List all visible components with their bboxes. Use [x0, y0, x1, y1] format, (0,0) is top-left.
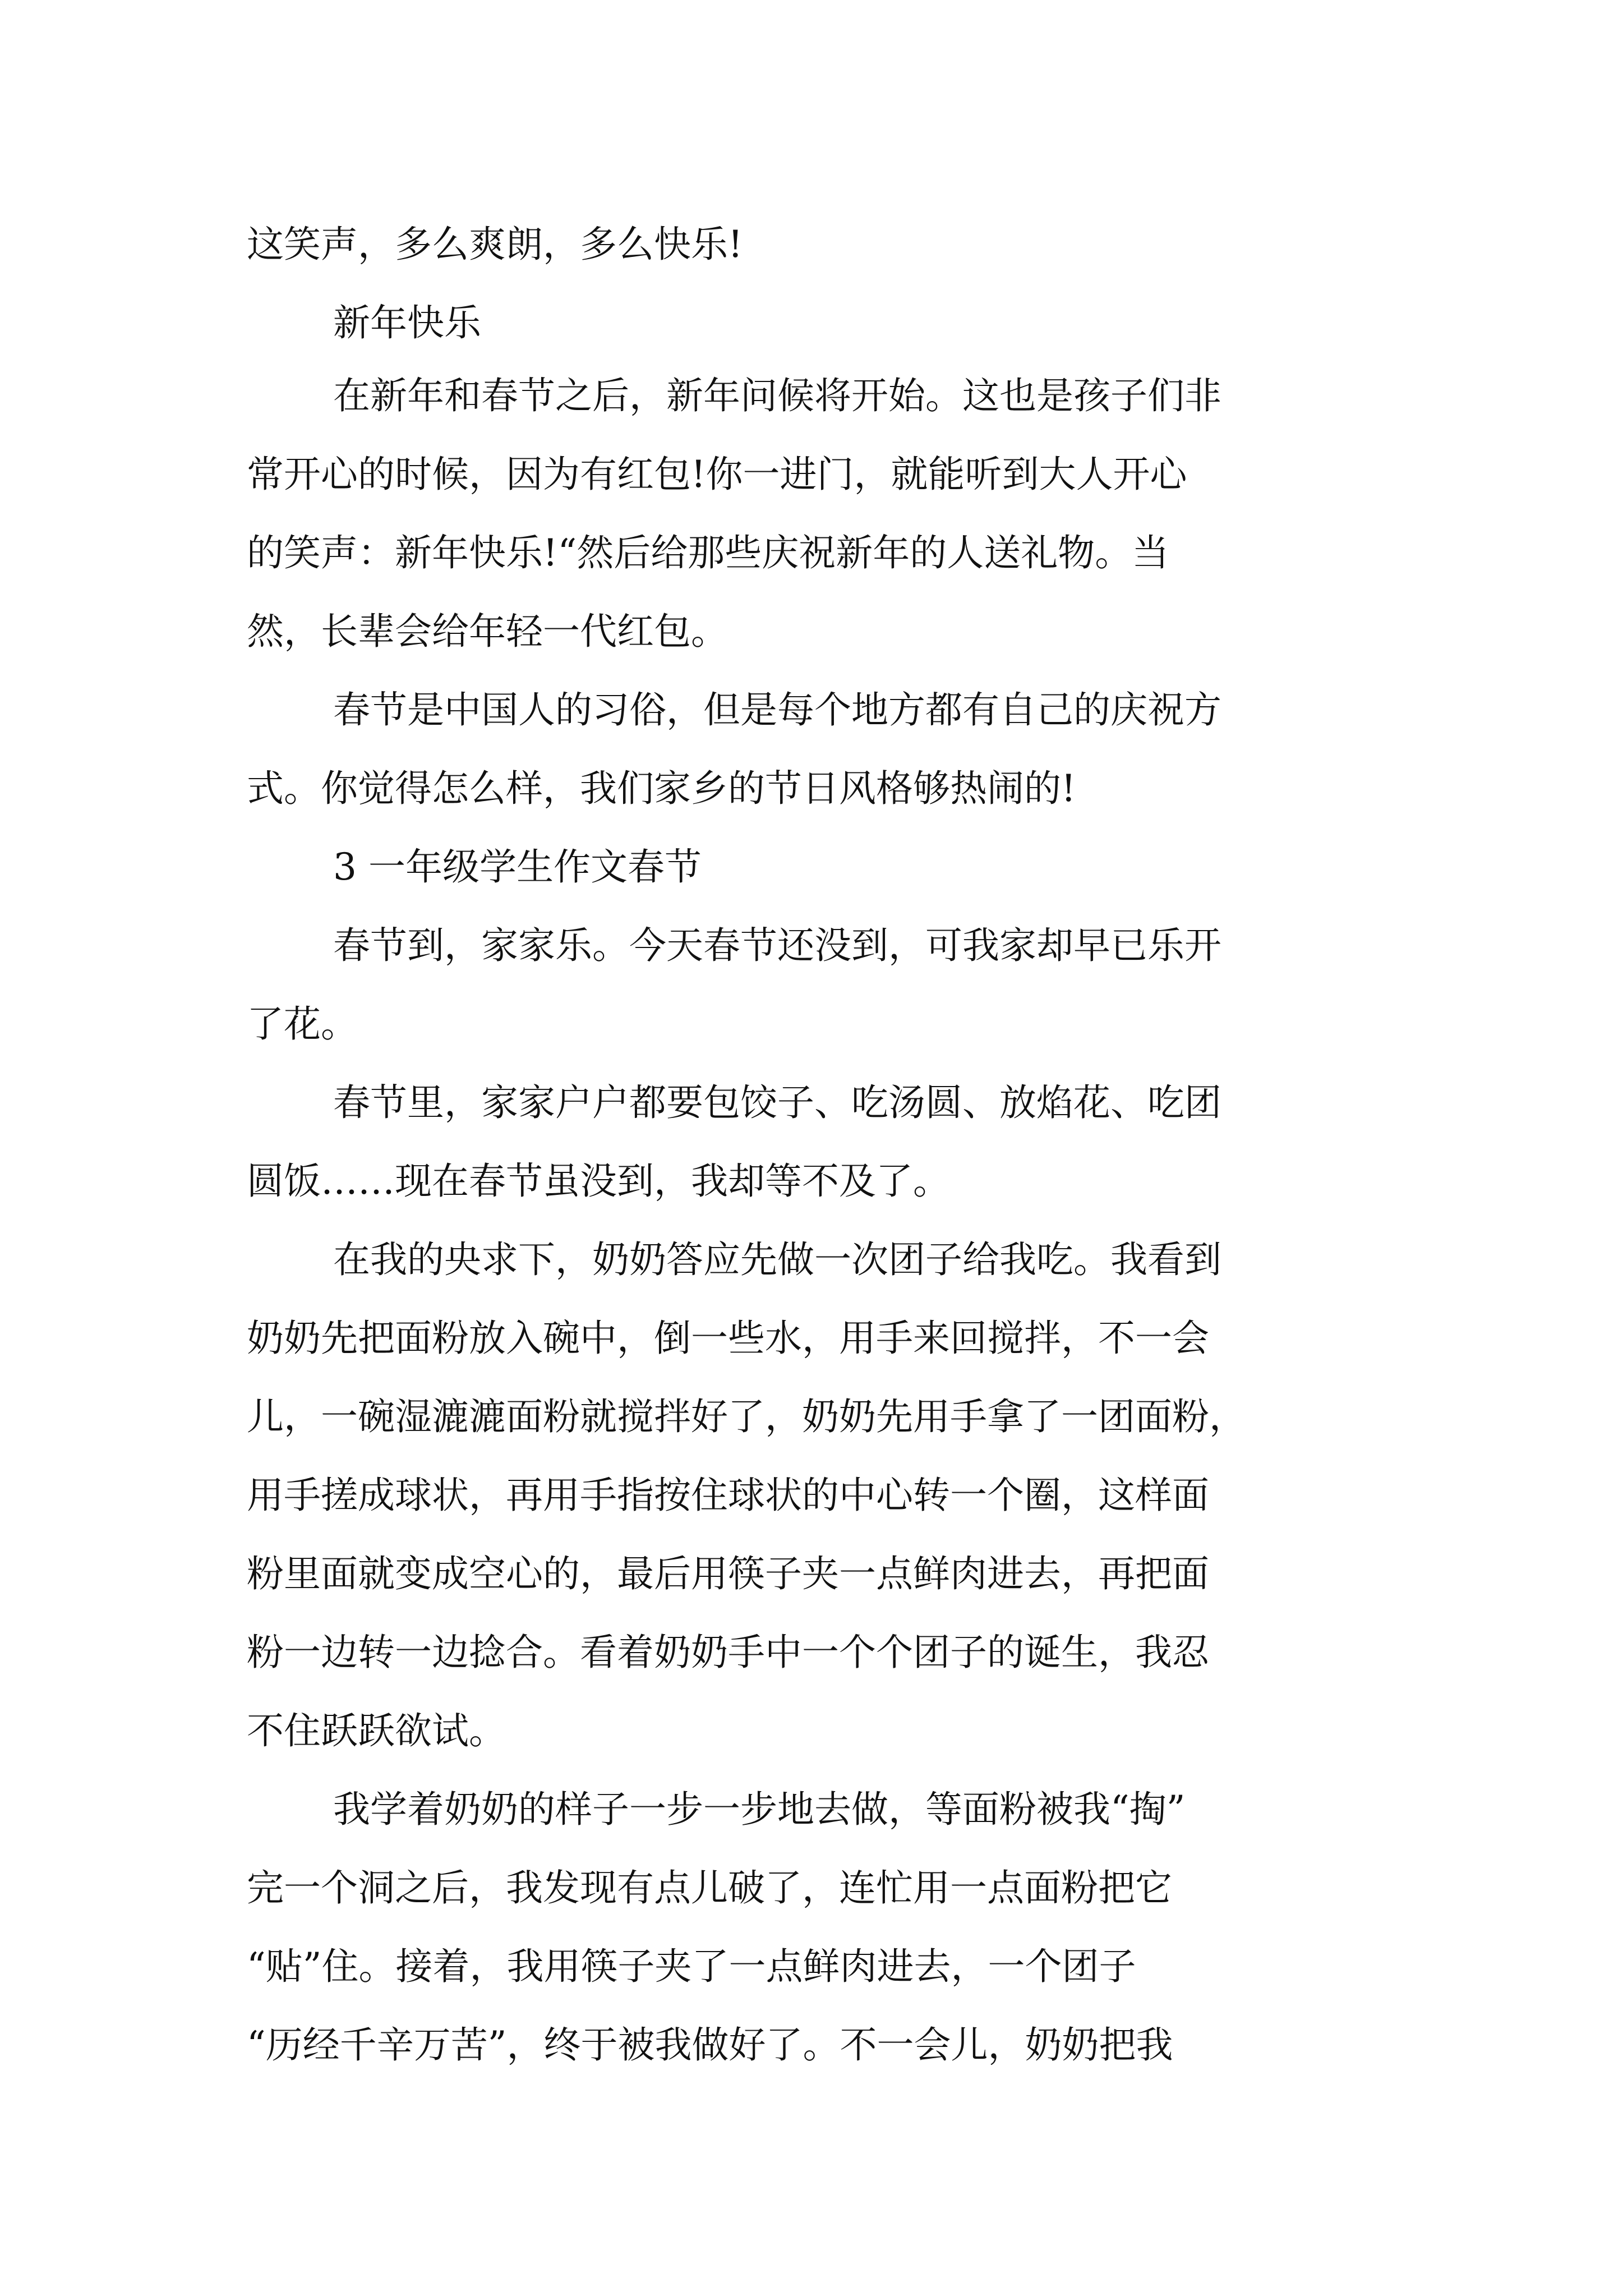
text-line: “历经千辛万苦”，终于被我做好了。不一会儿，奶奶把我 [247, 2023, 1173, 2067]
text-line: 春节里，家家户户都要包饺子、吃汤圆、放焰花、吃团 [333, 1081, 1221, 1124]
text-line: 用手搓成球状，再用手指按住球状的中心转一个圈，这样面 [247, 1474, 1209, 1517]
text-line: 儿，一碗湿漉漉面粉就搅拌好了，奶奶先用手拿了一团面粉， [247, 1395, 1246, 1438]
text-line: 在我的央求下，奶奶答应先做一次团子给我吃。我看到 [333, 1238, 1221, 1281]
text-line: 粉一边转一边捻合。看着奶奶手中一个个团子的诞生，我忍 [247, 1631, 1209, 1674]
text-line: 的笑声：新年快乐!“然后给那些庆祝新年的人送礼物。当 [247, 531, 1169, 574]
text-line: 奶奶先把面粉放入碗中，倒一些水，用手来回搅拌，不一会 [247, 1317, 1209, 1360]
text-line: 然，长辈会给年轻一代红包。 [247, 610, 728, 653]
text-line: “贴”住。接着，我用筷子夹了一点鲜肉进去，一个团子 [247, 1945, 1136, 1988]
text-line: 春节到，家家乐。今天春节还没到，可我家却早已乐开 [333, 924, 1221, 967]
section-heading: 3 一年级学生作文春节 [333, 845, 702, 889]
text-line: 春节是中国人的习俗，但是每个地方都有自己的庆祝方 [333, 688, 1221, 731]
text-line: 完一个洞之后，我发现有点儿破了，连忙用一点面粉把它 [247, 1866, 1172, 1910]
section-heading: 新年快乐 [333, 301, 481, 344]
text-line: 在新年和春节之后，新年问候将开始。这也是孩子们非 [333, 374, 1221, 417]
text-line: 我学着奶奶的样子一步一步地去做，等面粉被我“掏” [333, 1788, 1186, 1831]
text-line: 圆饭……现在春节虽没到，我却等不及了。 [247, 1159, 950, 1203]
text-line: 粉里面就变成空心的，最后用筷子夹一点鲜肉进去，再把面 [247, 1552, 1209, 1595]
text-line: 这笑声，多么爽朗，多么快乐! [247, 223, 743, 266]
text-line: 式。你觉得怎么样，我们家乡的节日风格够热闹的! [247, 767, 1076, 810]
text-line: 不住跃跃欲试。 [247, 1709, 506, 1752]
text-line: 常开心的时候，因为有红包!你一进门，就能听到大人开心 [247, 453, 1187, 496]
text-line: 了花。 [247, 1002, 358, 1046]
